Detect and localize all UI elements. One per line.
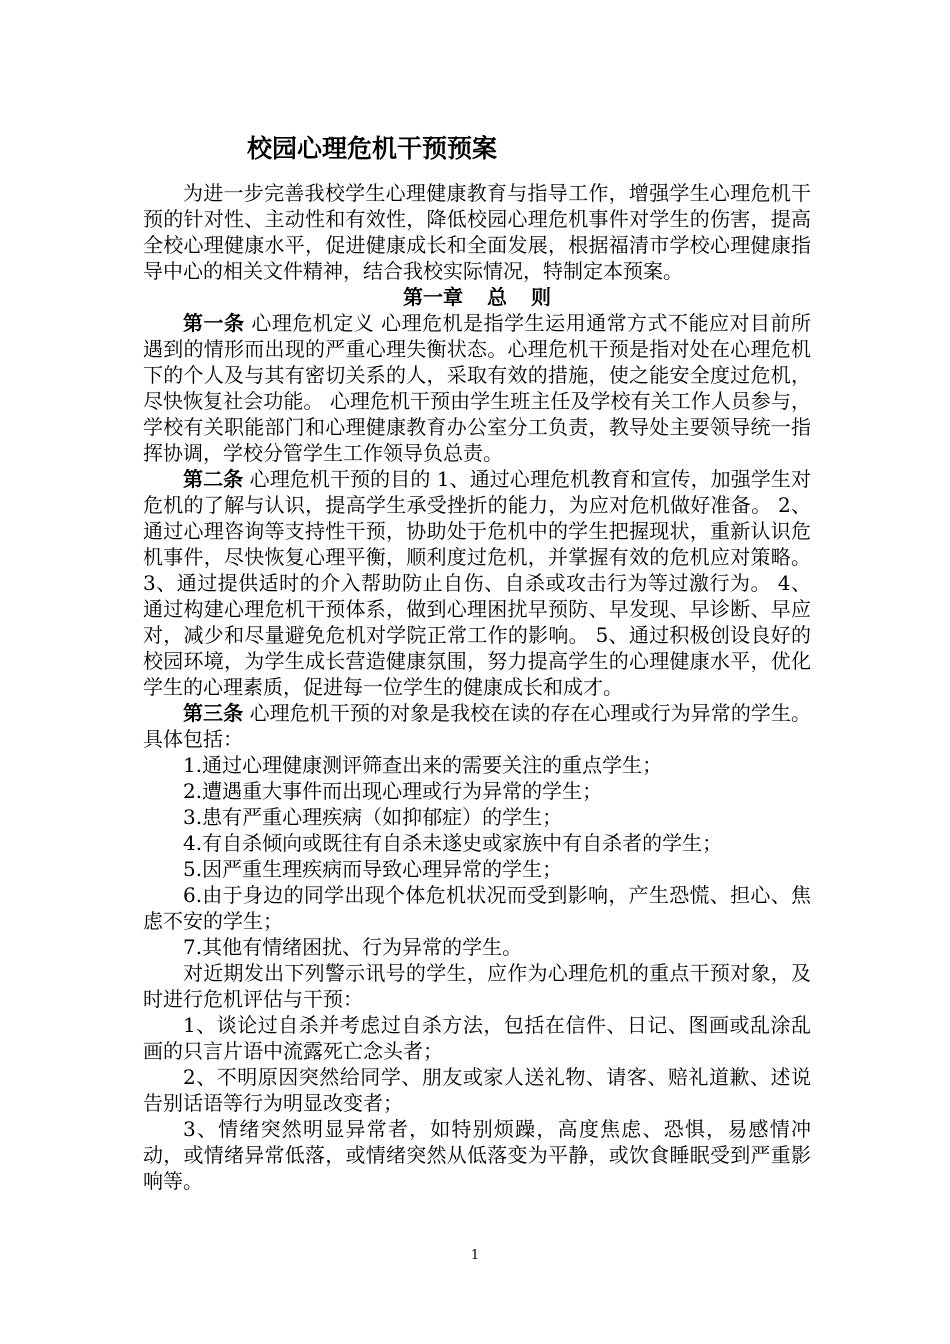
article-3: [143, 700, 811, 752]
article-3-text: 心理危机干预的对象是我校在读的存在心理或行为异常的学生。具体包括：: [143, 701, 812, 751]
target-item: 2.遭遇重大事件而出现心理或行为异常的学生；: [183, 779, 603, 803]
document-content: [143, 132, 811, 1194]
chapter-label: 第一章: [403, 285, 463, 309]
document-title: 校园心理危机干预预案: [247, 134, 498, 163]
warning-item: 1、谈论过自杀并考虑过自杀方法，包括在信件、日记、图画或乱涂乱画的只言片语中流露死亡念头者；: [143, 1013, 811, 1063]
article-3-label: 第三条: [183, 701, 244, 725]
article-1-label: 第一条: [183, 311, 245, 335]
warning-intro: 对近期发出下列警示讯号的学生，应作为心理危机的重点干预对象，及时进行危机评估与干预：: [143, 961, 811, 1011]
article-2: [143, 466, 811, 700]
chapter-word-1: 总: [487, 285, 507, 309]
chapter-heading: [143, 284, 811, 310]
target-item: 1.通过心理健康测评筛查出来的需要关注的重点学生；: [183, 753, 663, 777]
warning-item: 2、不明原因突然给同学、朋友或家人送礼物、请客、赔礼道歉、述说告别话语等行为明显改变者；: [143, 1065, 811, 1115]
article-2-text: 心理危机干预的目的 1、通过心理危机教育和宣传，加强学生对危机的了解与认识，提高学生承受挫折的能力，为应对危机做好准备。 2、通过心理咨询等支持性干预，协助处于危机中的学生把握现状，重新认识危机事件，尽快恢复心理平衡，顺利度过危机，并掌握有效的危机应对策略。 3、通过提供适时的介入帮助防止自伤、自杀或攻击行为等过激行为。 4、通过构建心理危机干预体系，做到心理困扰早预防、早发现、早诊断、早应对，减少和尽量避免危机对学院正常工作的影响。 5、通过积极创设良好的校园环境，为学生成长营造健康氛围，努力提高学生的心理健康水平，优化学生的心理素质，促进每一位学生的健康成长和成才。: [143, 467, 811, 699]
article-1-text: 心理危机定义 心理危机是指学生运用通常方式不能应对目前所遇到的情形而出现的严重心理失衡状态。心理危机干预是指对处在心理危机下的个人及与其有密切关系的人，采取有效的措施，使之能安全度过危机，尽快恢复社会功能。 心理危机干预由学生班主任及学校有关工作人员参与，学校有关职能部门和心理健康教育办公室分工负责，教导处主要领导统一指挥协调，学校分管学生工作领导负总责。: [143, 311, 812, 465]
article-1: [143, 310, 811, 466]
article-2-label: 第二条: [183, 467, 244, 491]
target-item: 4.有自杀倾向或既往有自杀未遂史或家族中有自杀者的学生；: [183, 831, 723, 855]
target-item: 3.患有严重心理疾病（如抑郁症）的学生；: [183, 805, 563, 829]
page-number: 1: [470, 1248, 480, 1263]
chapter-word-2: 则: [531, 285, 551, 309]
target-item: 7.其他有情绪困扰、行为异常的学生。: [183, 935, 523, 959]
target-item: 5.因严重生理疾病而导致心理异常的学生；: [183, 857, 563, 881]
target-item: 6.由于身边的同学出现个体危机状况而受到影响，产生恐慌、担心、焦虑不安的学生；: [143, 883, 811, 933]
warning-item: 3、情绪突然明显异常者，如特别烦躁，高度焦虑、恐惧，易感情冲动，或情绪异常低落，或情绪突然从低落变为平静，或饮食睡眠受到严重影响等。: [143, 1117, 811, 1193]
intro-paragraph: 为进一步完善我校学生心理健康教育与指导工作，增强学生心理危机干预的针对性、主动性和有效性，降低校园心理危机事件对学生的伤害，提高全校心理健康水平，促进健康成长和全面发展，根据福清市学校心理健康指导中心的相关文件精神，结合我校实际情况，特制定本预案。: [143, 181, 811, 283]
